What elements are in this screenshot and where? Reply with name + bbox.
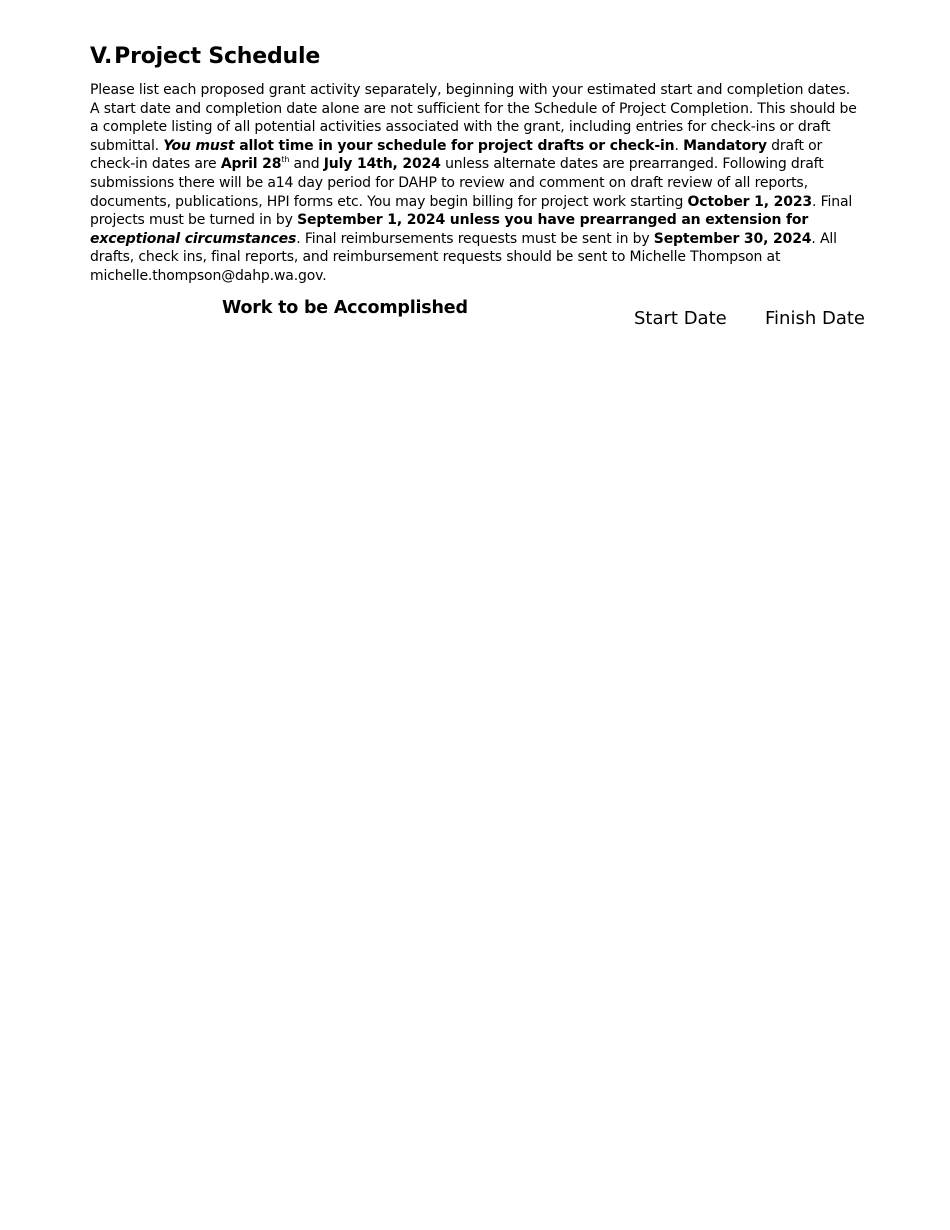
date-september-deadline: September 1, 2024 unless you have prearranged an extension for [297,212,809,229]
instructions-text: . All drafts, check ins, final reports, and reimbursement requests should be sent to Michelle Thompson at michelle.thompson@dahp.wa.gov. [90,230,837,284]
instructions-text: Please list each proposed grant activity separately, beginning with your estimated start and completion dates. A start date and completion date alone are not sufficient for the Schedule of Project Completion. This should be a complete listing of all potential activities associated with the grant, including entries for check-ins or draft submittal. [90,82,857,154]
date-september-reimbursement: September 30, 2024 [653,230,812,247]
section-title: Project Schedule [114,44,321,69]
section-heading [90,44,320,69]
instructions-text: . Final reimbursements requests must be sent in by [296,230,654,247]
column-header-work: Work to be Accomplished [222,298,468,318]
instructions-text: and [289,156,324,173]
column-header-finish-date: Finish Date [765,308,865,329]
date-october: October 1, 2023 [687,193,813,210]
date-july: July 14th, 2024 [323,156,441,173]
section-number: V. [90,44,113,69]
instructions-text: draft or check-in dates are [90,137,823,173]
instructions-text: . [674,137,684,154]
instructions-text: . Final projects must be turned in by [90,193,853,229]
date-april: April 28 [220,156,282,173]
ordinal-suffix: th [281,155,290,165]
instructions-paragraph [90,81,860,286]
instructions-text: unless alternate dates are prearranged. Following draft submissions there will be a14 day period for DAHP to review and comment on draft review of all reports, documents, publications, HPI forms etc. You may begin billing for project work starting [90,156,824,210]
emphasis-exceptional: exceptional circumstances [90,230,297,247]
emphasis-allot-time: allot time in your schedule for project drafts or check-in [234,137,675,154]
column-header-start-date: Start Date [634,308,727,329]
emphasis-you-must: You must [163,137,235,154]
emphasis-mandatory: Mandatory [683,137,767,154]
